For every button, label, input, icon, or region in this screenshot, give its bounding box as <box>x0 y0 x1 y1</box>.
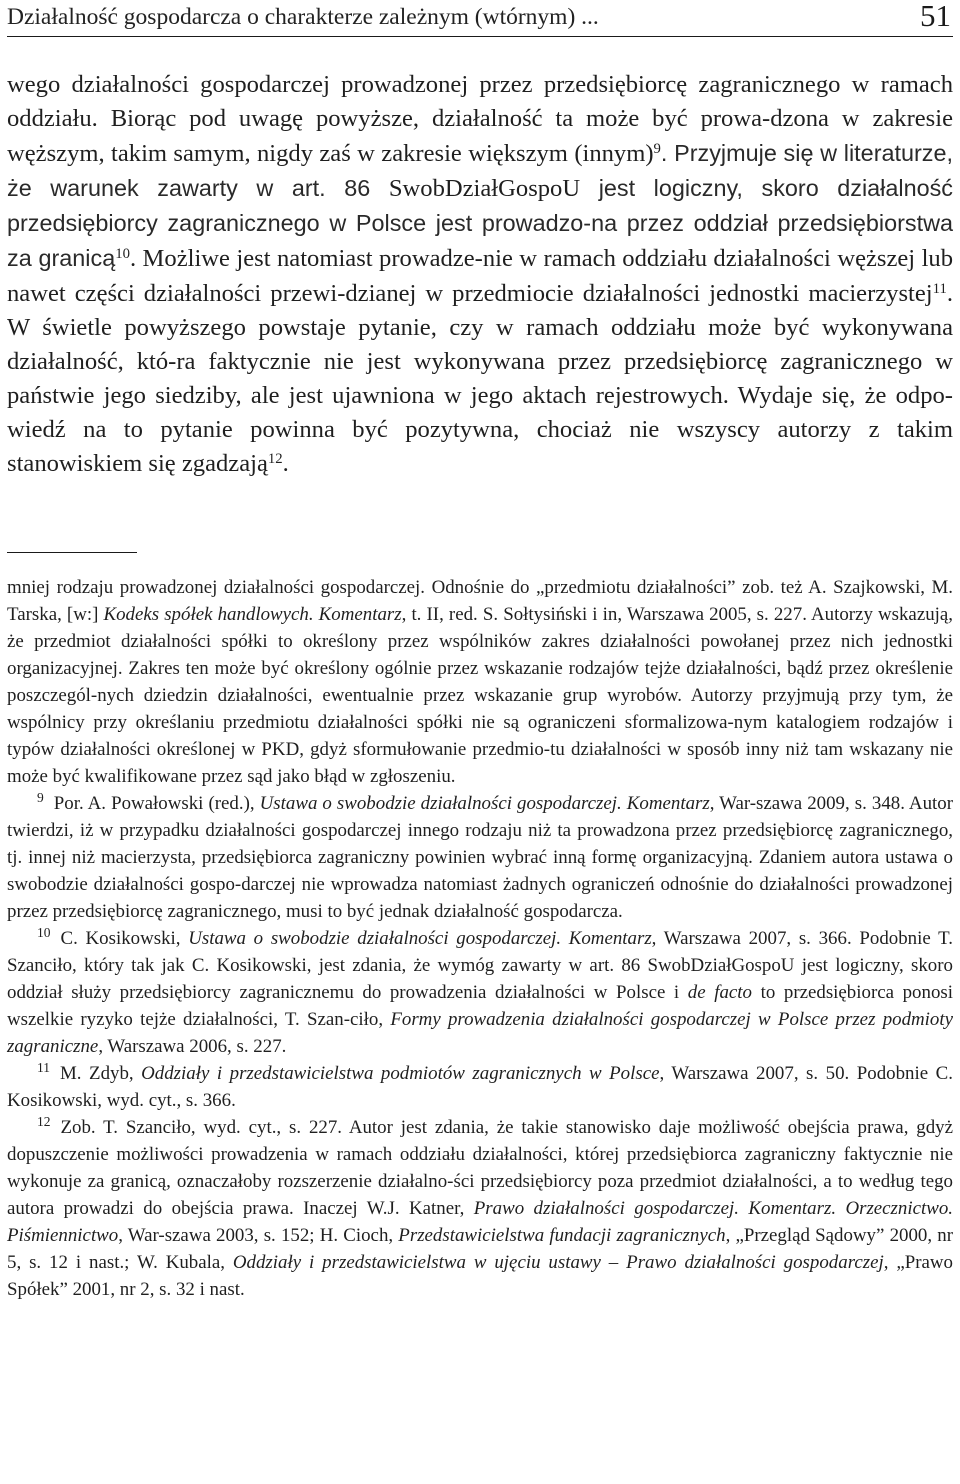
footnote-text: to przedsiębiorca ponosi wszelkie ryzyko tejże działalności, T. Szan-ciło, <box>7 982 953 1030</box>
page-number: 51 <box>920 0 951 33</box>
footnotes <box>7 574 953 1303</box>
footnote-text: M. Zdyb, <box>60 1063 142 1084</box>
statute-abbreviation: SwobDziałGospoU <box>388 175 581 203</box>
body-sentence: . Możliwe jest natomiast prowadze-nie w ramach oddziału działalności węższej lub nawet części działalności przewi-dzianej w przedmiocie działalności jednostki macierzystej <box>7 245 954 307</box>
running-title: Działalność gospodarcza o charakterze zależnym (wtórnym) ... <box>7 4 599 30</box>
footnote-text: C. Kosikowski, <box>60 928 189 949</box>
body-sentence: . Przyjmuje się w literaturze, że warunek zawarty w art. 86 <box>7 140 953 202</box>
body-paragraph <box>7 68 953 481</box>
footnote-text: Zob. T. Szanciło, wyd. cyt., s. 227. Autor jest zdania, że takie stanowisko daje możliwość obejścia prawa, gdyż dopuszczenie możliwości prowadzenia w ramach oddziału działalności, której przedsiębiorca zagraniczny faktycznie nie wykonuje za granicą, oznaczałoby rozszerzenie działalno-ści przedsiębiorcy poza przedmiot działalności, a to według tego autora prowadzi do obejścia prawa. Inaczej W.J. Katner, <box>7 1117 953 1219</box>
cited-title: Oddziały i przedstawicielstwa podmiotów zagranicznych w Polsce <box>141 1063 660 1084</box>
footnote-number: 9 <box>37 790 44 806</box>
footnote-11 <box>7 1060 953 1114</box>
footnote-continuation <box>7 574 953 790</box>
main-text <box>7 68 953 481</box>
footnote-number: 11 <box>37 1060 50 1076</box>
cited-title: Formy prowadzenia działalności gospodarczej w Polsce przez podmioty zagraniczne <box>7 1009 953 1057</box>
footnote-text: , War-szawa 2003, s. 152; H. Cioch, <box>118 1225 399 1246</box>
body-sentence: . <box>282 450 289 478</box>
footnote-text: mniej rodzaju prowadzonej działalności gospodarczej. Odnośnie do „przedmiotu działalności” zob. też A. Szajkowski, M. Tarska, [w:] <box>7 577 953 625</box>
running-header <box>7 0 953 37</box>
footnote-text: , t. II, red. S. Sołtysiński i in, Warszawa 2005, s. 227. Autorzy wskazują, że przedmiot działalności spółki to określony przez wspólników zakres działalności powołanej przez nich jednostki organizacyjnej. Zakres ten może być określony ogólnie przez wskazanie rodzajów tejże działalności, bądź przez określenie poszczegól-nych dziedzin działalności, ewentualnie przez wskazanie grup wyrobów. Autorzy przyjmują przy tym, że wspólnicy przy określaniu przedmiotu działalności spółki nie są ograniczeni sformalizowa-nym katalogiem rodzajów i typów działalności określonej w PKD, gdyż sformułowanie przedmio-tu działalności w sposób inny niż tam wskazany nie może być kwalifikowane przez sąd jako błąd w zgłoszeniu. <box>7 604 954 787</box>
body-sentence: wego działalności gospodarczej prowadzonej przez przedsiębiorcę zagranicznego w ramach oddziału. Biorąc pod uwagę powyższe, działalność ta może być prowa-dzona w zakresie węższym, takim samym, nigdy zaś w zakresie większym (innym) <box>7 71 953 168</box>
footnote-number: 10 <box>37 925 51 941</box>
cited-title: Prawo działalności gospodarczej. Komentarz. Orzecznictwo. Piśmiennictwo <box>7 1198 954 1246</box>
footnote-text: , Warszawa 2007, s. 366. Podobnie T. Szanciło, który tak jak C. Kosikowski, jest zdania, że wymóg zawarty w art. 86 SwobDziałGospoU jest logiczny, skoro oddział służy przedsiębiorcy zagranicznemu do prowadzenia działalności w Polsce i <box>7 928 953 1003</box>
footnote-text: , „Przegląd Sądowy” 2000, nr 5, s. 12 i nast.; W. Kubala, <box>7 1225 953 1273</box>
footnote-ref-11[interactable]: 11 <box>932 280 947 297</box>
footnote-separator <box>7 552 137 553</box>
body-sentence: . W świetle powyższego powstaje pytanie, czy w ramach oddziału może być wykonywana działalność, któ-ra faktycznie nie jest wykonywana przez przedsiębiorcę zagranicznego w państwie jego siedziby, ale jest ujawniona w jego aktach rejestrowych. Wydaje się, że odpo-wiedź na to pytanie powinna być pozytywna, chociaż nie wszyscy autorzy z takim stanowiskiem się zgadzają <box>7 279 953 478</box>
footnote-text: , Warszawa 2007, s. 50. Podobnie C. Kosikowski, wyd. cyt., s. 366. <box>7 1063 953 1111</box>
footnote-ref-10[interactable]: 10 <box>115 246 130 263</box>
footnote-number: 12 <box>37 1114 51 1130</box>
latin-phrase: de facto <box>687 982 752 1003</box>
footnote-text: , War-szawa 2009, s. 348. Autor twierdzi, iż w przypadku działalności gospodarczej innego rodzaju niż ta prowadzona przez przedsiębiorcę zagranicznego, tj. innej niż macierzysta, przedsiębiorca zagraniczny powinien wybrać inną formę organizacyjną. Zdaniem autora ustawa o swobodzie działalności gospo-darczej nie wprowadza natomiast żadnych ograniczeń odnośnie do działalności prowadzonej przez przedsiębiorcę zagranicznego, musi to być jednak działalność gospodarcza. <box>7 793 953 922</box>
footnote-10 <box>7 925 953 1060</box>
footnote-ref-9[interactable]: 9 <box>653 141 661 158</box>
footnote-text: , Warszawa 2006, s. 227. <box>98 1036 287 1057</box>
cited-title: Ustawa o swobodzie działalności gospodarczej. Komentarz <box>259 793 710 814</box>
footnote-text: , „Prawo Spółek” 2001, nr 2, s. 32 i nast. <box>7 1252 954 1300</box>
cited-title: Przedstawicielstwa fundacji zagranicznych <box>398 1225 726 1246</box>
body-sentence: jest logiczny, skoro działalność przedsiębiorcy zagranicznego w Polsce jest prowadzo-na przez oddział przedsiębiorstwa za granicą <box>7 175 953 272</box>
footnote-ref-12[interactable]: 12 <box>267 450 283 467</box>
cited-title: Ustawa o swobodzie działalności gospodarczej. Komentarz <box>188 928 652 949</box>
cited-title: Kodeks spółek handlowych. Komentarz <box>103 604 402 625</box>
cited-title: Oddziały i przedstawicielstwa w ujęciu ustawy – Prawo działalności gospodarczej <box>232 1252 884 1273</box>
footnote-text: Por. A. Powałowski (red.), <box>53 793 260 814</box>
footnote-12 <box>7 1114 953 1303</box>
footnote-9 <box>7 790 953 925</box>
